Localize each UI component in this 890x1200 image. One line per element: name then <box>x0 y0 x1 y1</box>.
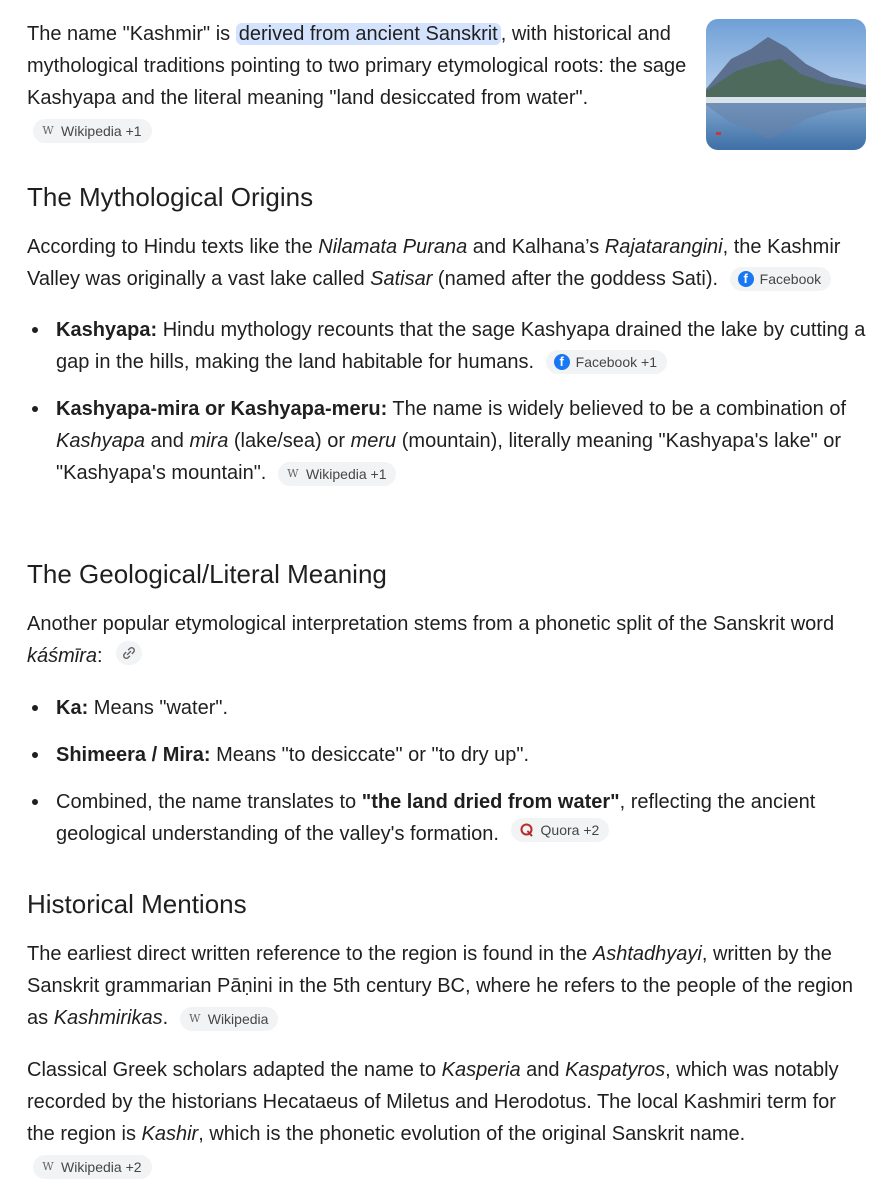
text-italic: Kashir <box>141 1123 199 1145</box>
intro-text: The name "Kashmir" is <box>27 23 236 45</box>
text: Hindu mythology recounts that the sage Kashyapa drained the lake by cutting a gap in the hills, making the land habitable for humans. <box>56 319 866 373</box>
link-icon <box>122 646 136 660</box>
wikipedia-icon: W <box>42 124 54 137</box>
list-item <box>27 314 867 378</box>
section-heading: The Geological/Literal Meaning <box>27 559 387 589</box>
wikipedia-icon: W <box>189 1012 201 1025</box>
citation-chip-wikipedia[interactable] <box>33 1155 152 1179</box>
citation-chip-wikipedia[interactable] <box>33 119 152 143</box>
facebook-icon: f <box>554 354 570 370</box>
text: , written by the Sanskrit grammarian Pāṇini in the 5th century BC, where he refers to the people of the region as <box>27 943 854 1029</box>
text: The name is widely believed to be a combination of <box>387 398 847 420</box>
facebook-icon: f <box>738 271 754 287</box>
historical-paragraph-1 <box>27 938 867 1034</box>
geological-list <box>27 692 867 850</box>
text: Classical Greek scholars adapted the name to <box>27 1059 442 1081</box>
section-heading: The Mythological Origins <box>27 182 314 212</box>
text: : <box>97 645 103 667</box>
section-heading: Historical Mentions <box>27 889 247 919</box>
text: Means "water". <box>88 697 229 719</box>
list-item <box>27 692 867 724</box>
text: and <box>520 1059 566 1081</box>
text-bold: "the land dried from water" <box>361 791 620 813</box>
intro-paragraph <box>27 18 687 146</box>
list-item <box>27 393 867 489</box>
text-italic: Ashtadhyayi <box>592 943 702 965</box>
citation-label: Wikipedia +1 <box>305 466 387 482</box>
text-italic: Kaspatyros <box>565 1059 666 1081</box>
citation-chip-quora[interactable] <box>511 818 610 842</box>
text-italic: Rajatarangini <box>604 236 723 258</box>
wikipedia-icon: W <box>287 467 299 480</box>
text: Means "to desiccate" or "to dry up". <box>210 744 530 766</box>
text: , the Kashmir Valley was originally a vast lake called <box>27 236 841 290</box>
citation-label: Quora +2 <box>540 822 600 838</box>
section-mythological-origins <box>27 180 867 489</box>
term: Kashyapa-mira or Kashyapa-meru: <box>56 398 388 420</box>
section-historical-mentions <box>27 887 867 1182</box>
text-italic: Nilamata Purana <box>318 236 468 258</box>
term: Shimeera / Mira: <box>56 744 211 766</box>
text: . <box>162 1007 169 1029</box>
text: and <box>144 430 190 452</box>
text-italic: meru <box>350 430 397 452</box>
text-italic: mira <box>189 430 229 452</box>
citation-label: Wikipedia +2 <box>61 1159 142 1175</box>
text: (mountain), literally meaning "Kashyapa's lake" or "Kashyapa's mountain". <box>56 430 842 484</box>
text-italic: Kashyapa <box>56 430 145 452</box>
text: (lake/sea) or <box>228 430 351 452</box>
citation-chip-facebook[interactable] <box>546 350 667 374</box>
text: Combined, the name translates to <box>56 791 362 813</box>
text: and Kalhana’s <box>467 236 605 258</box>
term: Kashyapa: <box>56 319 158 341</box>
text: According to Hindu texts like the <box>27 236 319 258</box>
list-item <box>27 739 867 771</box>
text-italic: Satisar <box>370 268 433 290</box>
term: Ka: <box>56 697 89 719</box>
citation-label: Wikipedia <box>207 1011 269 1027</box>
citation-chip-wikipedia[interactable] <box>180 1007 279 1031</box>
text: (named after the goddess Sati). <box>432 268 719 290</box>
section-geological-meaning <box>27 557 867 850</box>
intro-text-cont: , with historical and mythological traditions pointing to two primary etymological roots: the sage Kashyapa and the literal meaning "land desiccated from water". <box>27 23 687 109</box>
text: , reflecting the ancient geological understanding of the valley's formation. <box>56 791 816 845</box>
geological-paragraph <box>27 608 867 672</box>
historical-paragraph-2 <box>27 1054 867 1182</box>
citation-chip-facebook[interactable] <box>730 267 831 291</box>
text: , which was notably recorded by the historians Hecataeus of Miletus and Herodotus. The local Kashmiri term for the region is <box>27 1059 839 1145</box>
wikipedia-icon: W <box>42 1160 54 1173</box>
text: Another popular etymological interpretation stems from a phonetic split of the Sanskrit word <box>27 613 835 635</box>
quora-icon <box>519 822 535 838</box>
citation-label: Facebook +1 <box>575 354 657 370</box>
text: , which is the phonetic evolution of the original Sanskrit name. <box>198 1123 746 1145</box>
lake-mountain-thumbnail[interactable] <box>706 19 866 150</box>
citation-chip-wikipedia[interactable] <box>278 462 397 486</box>
text: The earliest direct written reference to the region is found in the <box>27 943 593 965</box>
mythological-paragraph <box>27 231 867 295</box>
highlighted-phrase[interactable]: derived from ancient Sanskrit <box>236 23 501 45</box>
citation-label: Wikipedia +1 <box>61 123 142 139</box>
list-item <box>27 786 867 850</box>
text-italic: káśmīra <box>27 645 98 667</box>
text-italic: Kashmirikas <box>53 1007 163 1029</box>
citation-label: Facebook <box>759 271 822 287</box>
source-link-chip[interactable] <box>116 641 142 665</box>
mythological-list <box>27 314 867 489</box>
text-italic: Kasperia <box>441 1059 521 1081</box>
